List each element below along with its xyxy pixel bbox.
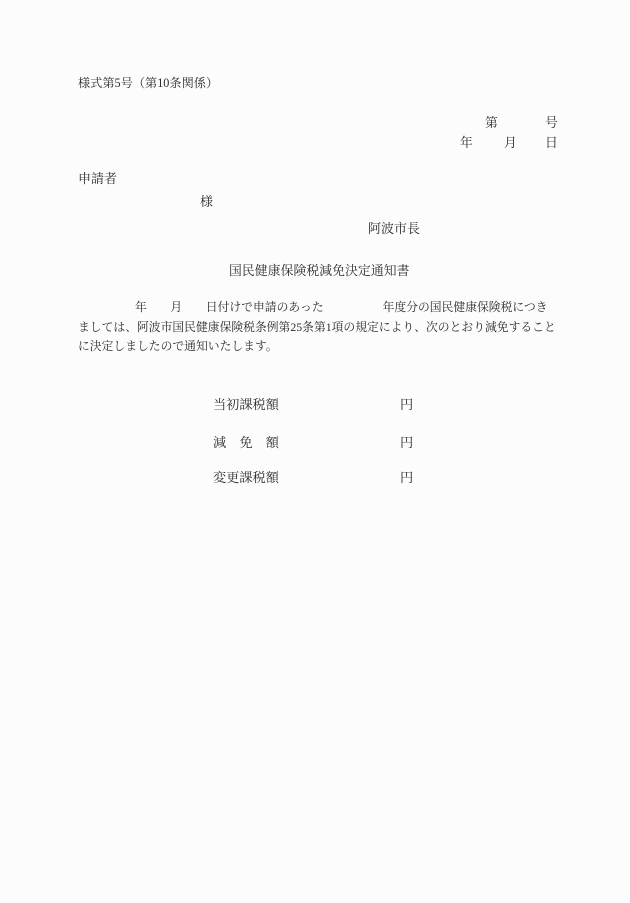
- applicant-label: 申請者: [78, 171, 118, 186]
- revised-tax-amount-unit: 円: [400, 470, 414, 485]
- document-title: 国民健康保険税減免決定通知書: [229, 264, 410, 278]
- body-paragraph: [78, 298, 562, 357]
- date-month-label: 月: [504, 136, 517, 150]
- revised-tax-amount-label: 変更課税額: [213, 470, 279, 485]
- doc-number-prefix: 第: [485, 116, 498, 130]
- initial-tax-amount-unit: 円: [400, 397, 414, 412]
- date-year-label: 年: [460, 136, 473, 150]
- body-line-3: に決定しましたので通知いたします。: [78, 339, 278, 353]
- date-day-label: 日: [545, 136, 558, 150]
- doc-number-suffix: 号: [545, 116, 558, 130]
- reduction-amount-unit: 円: [400, 435, 414, 450]
- form-number: 様式第5号（第10条関係）: [78, 76, 219, 90]
- initial-tax-amount-label: 当初課税額: [213, 397, 279, 412]
- reduction-amount-label: 減 免 額: [213, 435, 279, 450]
- honorific-label: 様: [200, 194, 214, 209]
- issuer-name: 阿波市長: [368, 221, 421, 236]
- body-line-2: ましては、阿波市国民健康保険税条例第25条第1項の規定により、次のとおり減免すること: [78, 319, 556, 334]
- body-line-1: 年 月 日付けで申請のあった 年度分の国民健康保険税につき: [135, 300, 548, 314]
